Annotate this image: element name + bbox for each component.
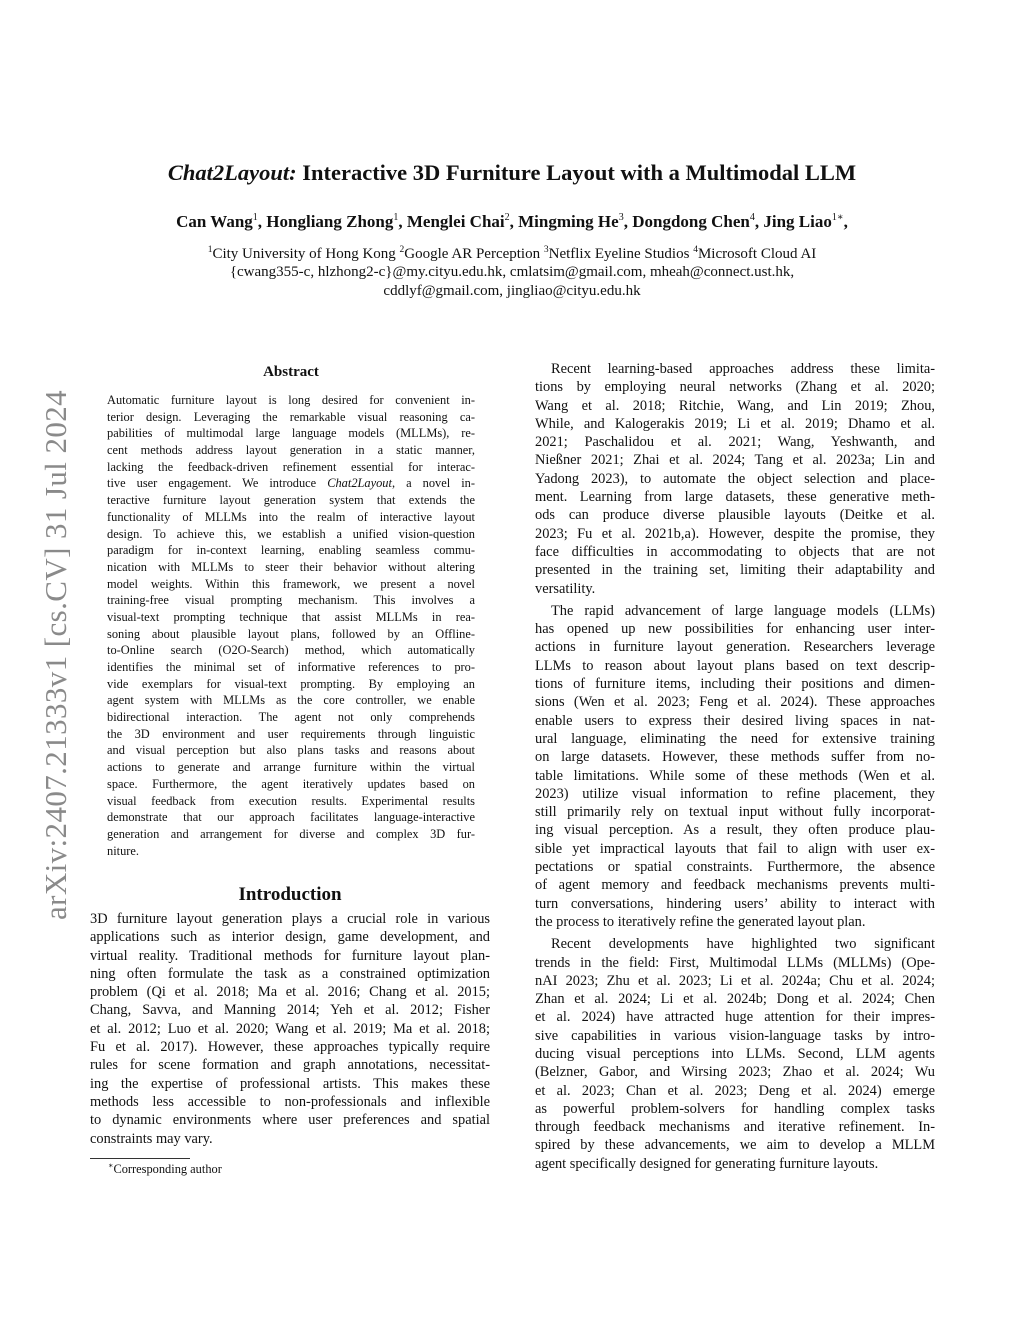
text-line: Chang, Savva, and Manning 2014; Yeh et al. 2012; Fisher bbox=[90, 1002, 490, 1019]
abstract-line: design. To achieve this, we establish a unified vision-question bbox=[107, 526, 475, 541]
text-line: Recent learning-based approaches address these limita- bbox=[551, 361, 935, 377]
paragraph bbox=[535, 360, 935, 598]
abstract-line: demonstrate that our approach facilitates language-interactive bbox=[107, 810, 475, 825]
text-line: ing visual perception. As a result, they often produce plau- bbox=[535, 822, 935, 839]
text-line: Recent developments have highlighted two significant bbox=[551, 936, 935, 953]
text-line: sive capabilities in various vision-language tasks by intro- bbox=[535, 1027, 935, 1044]
abstract-line: paradigm for in-context learning, enabling seamless commu- bbox=[107, 543, 475, 558]
text-line: ning often formulate the task as a constrained optimization bbox=[90, 965, 490, 982]
text-line: constraints may vary. bbox=[90, 1130, 213, 1147]
abstract-heading: Abstract bbox=[263, 364, 319, 380]
text-line: 2023; Fu et al. 2021b,a). However, despite the promise, they bbox=[535, 525, 935, 542]
text-line: turn conversations, hindering users’ ability to interact with bbox=[535, 895, 935, 912]
footnote bbox=[108, 1161, 222, 1177]
email-line-1: {cwang355-c, hlzhong2-c}@my.cityu.edu.hk, cmlatsim@gmail.com, mheah@connect.ust.hk, bbox=[229, 264, 795, 280]
text-line: ment. Learning from large datasets, these generative meth- bbox=[535, 489, 935, 506]
abstract-line: niture. bbox=[107, 843, 139, 858]
abstract-line: agent system with MLLMs as the core controller, we enable bbox=[107, 693, 475, 708]
right-column bbox=[535, 360, 935, 1177]
text-line: on large datasets. However, these methods suffer from no- bbox=[535, 749, 935, 766]
text-line: 3D furniture layout generation plays a crucial role in various bbox=[90, 911, 490, 927]
author-mark: 4 bbox=[749, 212, 755, 223]
text-line: has opened up new possibilities for enhancing user inter- bbox=[535, 621, 935, 638]
abstract-line: bidirectional interaction. The agent not only comprehends bbox=[107, 710, 475, 725]
text-line: Yadong 2023), to automate the object selection and place- bbox=[535, 470, 935, 487]
abstract-line: identifies the minimal set of informative references to pro- bbox=[107, 660, 475, 674]
abstract-line: functionality of MLLMs into the realm of interactive layout bbox=[107, 509, 475, 524]
paper-title-italic: Chat2Layout: bbox=[167, 160, 297, 185]
text-line: to dynamic environments where user preferences and spatial bbox=[90, 1112, 490, 1129]
introduction-body bbox=[90, 910, 490, 1148]
author-name: Dongdong Chen bbox=[632, 212, 750, 231]
paragraph bbox=[535, 935, 935, 1173]
text-line: et al. 2012; Luo et al. 2020; Wang et al. 2019; Ma et al. 2018; bbox=[90, 1020, 490, 1037]
abstract-line: vide exemplars for visual-text prompting. By employing an bbox=[107, 676, 475, 691]
abstract-line: Automatic furniture layout is long desired for convenient in- bbox=[107, 393, 475, 407]
paper-title-rest: Interactive 3D Furniture Layout with a Multimodal LLM bbox=[302, 160, 857, 185]
abstract-line: the 3D environment and user requirements through linguistic bbox=[107, 726, 475, 741]
text-line: problem (Qi et al. 2018; Ma et al. 2016; Chang et al. 2015; bbox=[90, 984, 490, 1001]
abstract-line: pabilities of multimodal large language models (MLLMs), re- bbox=[107, 426, 475, 441]
abstract-line: model weights. Within this framework, we present a novel bbox=[107, 576, 475, 591]
footnote-rule bbox=[90, 1158, 190, 1159]
affiliations bbox=[0, 245, 1024, 263]
text-line: virtual reality. Traditional methods for furniture layout plan- bbox=[90, 947, 490, 964]
footnote-text: Corresponding author bbox=[113, 1162, 222, 1176]
text-line: Nießner 2021; Zhai et al. 2024; Tang et al. 2023a; Lin and bbox=[535, 452, 935, 469]
abstract-line: teractive furniture layout generation system that extends the bbox=[107, 493, 475, 508]
affiliation-mark: 3 bbox=[543, 245, 549, 255]
text-line: While, and Kalogerakis 2019; Li et al. 2019; Dhamo et al. bbox=[535, 415, 935, 432]
text-line: ods can produce diverse plausible layouts (Deitke et al. bbox=[535, 507, 935, 524]
system-name: Chat2Layout bbox=[327, 476, 392, 491]
author-mark: 2 bbox=[504, 212, 510, 223]
text-line: versatility. bbox=[535, 580, 596, 597]
abstract-line: visual-text prompting technique that assist MLLMs in rea- bbox=[107, 609, 475, 624]
text-line: still primarily rely on textual input without fully incorporat- bbox=[535, 804, 935, 821]
text-line: 2023) utilize visual information to refine placement, they bbox=[535, 785, 935, 802]
abstract-line: space. Furthermore, the agent iteratively updates based on bbox=[107, 776, 475, 791]
abstract-line: to-Online search (O2O-Search) method, which automatically bbox=[107, 643, 475, 658]
text-line: LLMs to reason about layout plans based on text descrip- bbox=[535, 657, 935, 674]
paper-title bbox=[0, 160, 1024, 186]
author-name: Mingming He bbox=[518, 212, 619, 231]
affiliation-mark: 2 bbox=[399, 245, 405, 255]
author-list: Can Wang$^1$, Hongliang Zhong$^1$, Menglei Chai$^2$, Mingming He$^3$, Dongdong Chen$^4$, Jing Liao$^{1∗}$, bbox=[176, 212, 848, 231]
abstract-line: training-free visual prompting mechanism. This involves a bbox=[107, 593, 475, 608]
abstract-line: terior design. Leveraging the remarkable visual reasoning ca- bbox=[107, 409, 475, 424]
affiliation-mark: 4 bbox=[693, 245, 698, 255]
text-line: sible yet impractical layouts that fail to align with user ex- bbox=[535, 840, 935, 857]
text-line: actions in furniture layout generation. Researchers leverage bbox=[535, 639, 935, 656]
arxiv-stamp-text: arXiv:2407.21333v1 [cs.CV] 31 Jul 2024 bbox=[38, 389, 73, 921]
abstract-line: soning about plausible layout plans, followed by an Offline- bbox=[107, 626, 475, 641]
affiliation-name: Google AR Perception bbox=[404, 246, 541, 262]
paragraph bbox=[535, 602, 935, 931]
affiliation-name: Netflix Eyeline Studios bbox=[548, 246, 690, 262]
text-line: spired by these advancements, we aim to develop a MLLM bbox=[535, 1137, 935, 1154]
text-line: et al. 2023; Chan et al. 2023; Deng et al. 2024) emerge bbox=[535, 1082, 935, 1099]
text-line: through feedback mechanisms and iterative refinement. In- bbox=[535, 1119, 935, 1136]
author-mark: 1 bbox=[393, 212, 399, 223]
abstract-line: cent methods address layout generation in a static manner, bbox=[107, 443, 475, 458]
text-line: Zhan et al. 2024; Li et al. 2024b; Dong et al. 2024; Chen bbox=[535, 991, 935, 1008]
email-line-2: cddlyf@gmail.com, jingliao@cityu.edu.hk bbox=[383, 283, 641, 299]
author-name: Hongliang Zhong bbox=[266, 212, 394, 231]
abstract-line: tive user engagement. We introduce Chat2Layout, a novel in- bbox=[107, 476, 475, 491]
text-line: tions by employing neural networks (Zhang et al. 2020; bbox=[535, 379, 935, 396]
text-line: face difficulties in accommodating to objects that are not bbox=[535, 543, 935, 560]
text-line: as powerful problem-solvers for handling complex tasks bbox=[535, 1100, 935, 1117]
abstract-body bbox=[107, 392, 475, 859]
text-line: The rapid advancement of large language models (LLMs) bbox=[551, 602, 935, 619]
abstract-line: lacking the feedback-driven refinement essential for interac- bbox=[107, 459, 475, 474]
text-line: ural language, eliminating the need for extensive training bbox=[535, 730, 935, 747]
text-line: et al. 2024) have attracted huge attention for their impres- bbox=[535, 1009, 935, 1026]
author-name: Menglei Chai bbox=[406, 212, 505, 231]
text-line: nAI 2023; Zhu et al. 2023; Li et al. 2024a; Chu et al. 2024; bbox=[535, 972, 935, 989]
author-mark: 1∗ bbox=[831, 212, 844, 223]
text-line: trends in the field: First, Multimodal LLMs (MLLMs) (Ope- bbox=[535, 954, 935, 971]
text-line: presented in the training set, limiting their adaptability and bbox=[535, 562, 935, 579]
footnote-mark: ∗ bbox=[108, 1161, 114, 1170]
text-line: applications such as interior design, game development, and bbox=[90, 929, 490, 946]
text-line: Wang et al. 2018; Ritchie, Wang, and Lin 2019; Zhou, bbox=[535, 397, 935, 414]
text-line: of agent memory and feedback mechanisms prevents multi- bbox=[535, 877, 935, 894]
arxiv-stamp bbox=[0, 0, 85, 1325]
abstract-line: and visual perception but also plans tasks and reasons about bbox=[107, 743, 475, 758]
text-line: tions of furniture items, including their positions and dimen- bbox=[535, 676, 935, 693]
author-name: Can Wang bbox=[176, 212, 253, 231]
text-line: Fu et al. 2017). However, these approaches typically require bbox=[90, 1039, 490, 1056]
text-line: the process to iteratively refine the generated layout plan. bbox=[535, 913, 866, 930]
text-line: enable users to express their desired living spaces in nat- bbox=[535, 712, 935, 729]
affiliation-name: City University of Hong Kong bbox=[212, 246, 396, 262]
author-mark: 1 bbox=[252, 212, 258, 223]
abstract-line: actions to generate and arrange furniture within the virtual bbox=[107, 760, 475, 775]
affiliation-name: Microsoft Cloud AI bbox=[697, 246, 817, 262]
author-name: Jing Liao bbox=[763, 212, 832, 231]
text-line: agent specifically designed for generating furniture layouts. bbox=[535, 1155, 879, 1172]
affiliation-mark: 1 bbox=[207, 245, 213, 255]
text-line: (Belzner, Gabor, and Wirsing 2023; Zhao et al. 2024; Wu bbox=[535, 1064, 935, 1081]
text-line: ing the expertise of professional artists. This makes these bbox=[90, 1075, 490, 1092]
abstract-line: generation and arrangement for diverse and complex 3D fur- bbox=[107, 826, 475, 841]
text-line: methods less accessible to non-professionals and inflexible bbox=[90, 1093, 490, 1110]
text-line: ducing visual perceptions into LLMs. Second, LLM agents bbox=[535, 1045, 935, 1062]
text-line: pectations or spatial constraints. Furthermore, the absence bbox=[535, 859, 935, 876]
abstract-line: visual feedback from execution results. Experimental results bbox=[107, 793, 475, 808]
text-line: rules for scene formation and graph annotations, necessitat- bbox=[90, 1057, 490, 1074]
text-line: sions (Wen et al. 2023; Feng et al. 2024). These approaches bbox=[535, 694, 935, 711]
introduction-heading: Introduction bbox=[238, 884, 342, 905]
author-mark: 3 bbox=[618, 212, 624, 223]
abstract-line: nication with MLLMs to steer their behavior without altering bbox=[107, 559, 475, 574]
text-line: table limitations. While some of these methods (Wen et al. bbox=[535, 767, 935, 784]
text-line: 2021; Paschalidou et al. 2021; Wang, Yeshwanth, and bbox=[535, 434, 935, 451]
